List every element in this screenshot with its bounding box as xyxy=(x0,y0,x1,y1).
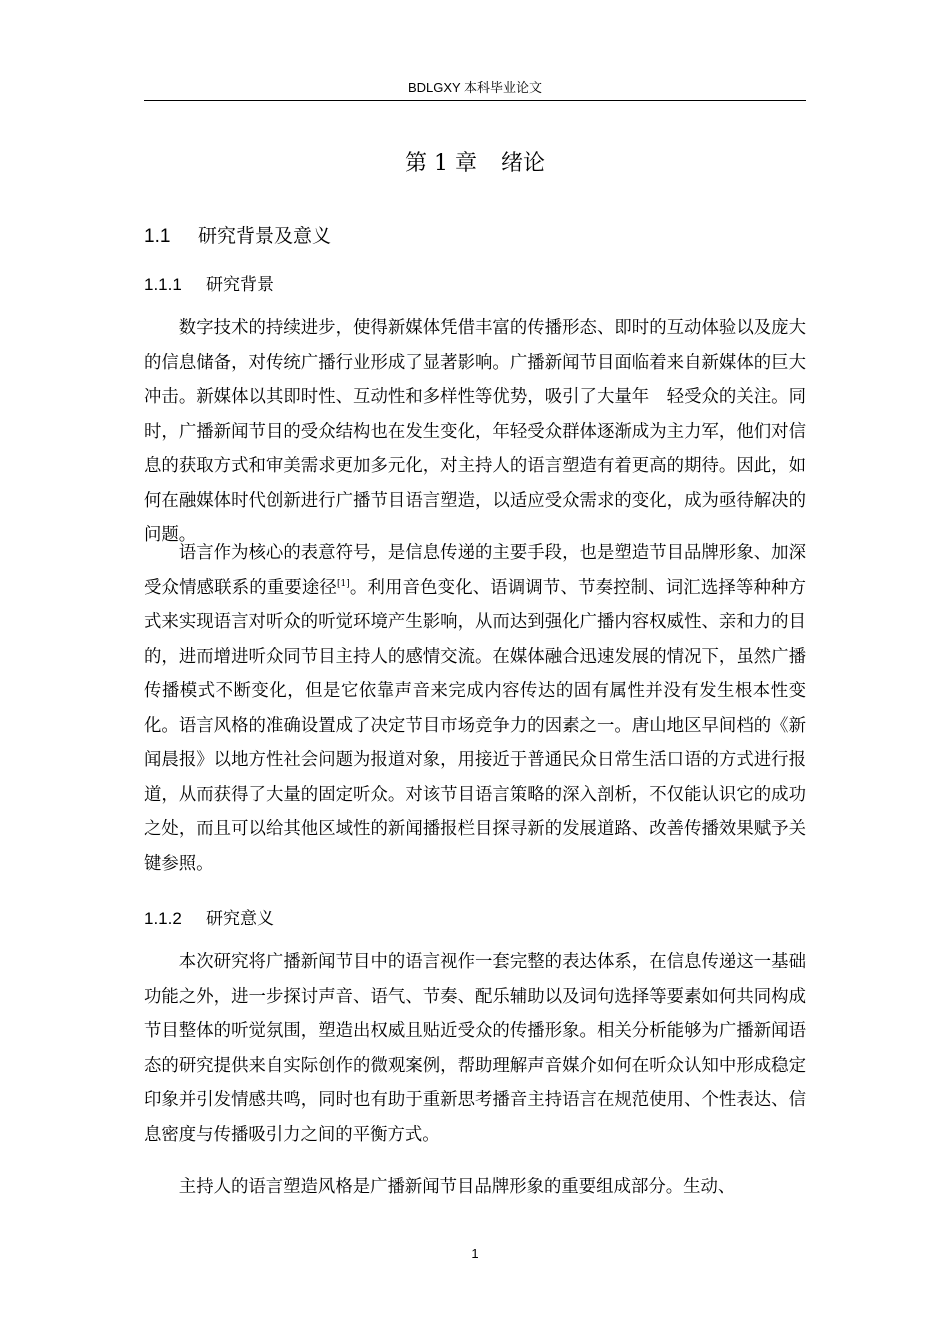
subsection-title: 研究意义 xyxy=(206,909,274,929)
subsection-number: 1.1.1 xyxy=(144,275,182,294)
subsection-title: 研究背景 xyxy=(206,275,274,295)
citation-marker: [1] xyxy=(337,578,350,589)
subsection-number: 1.1.2 xyxy=(144,909,182,928)
paragraph-text: 。利用音色变化、语调调节、节奏控制、词汇选择等种种方式来实现语言对听众的听觉环境产生影响，从而达到强化广播内容权威性、亲和力的目的，进而增进听众同节目主持人的感情交流。在媒体融合迅速发展的情况下，虽然广播传播模式不断变化，但是它依靠声音来完成内容传达的固有属性并没有发生根本性变化。语言风格的准确设置成了决定节目市场竞争力的因素之一。唐山地区早间档的《新闻晨报》以地方性社会问题为报道对象，用接近于普通民众日常生活口语的方式进行报道，从而获得了大量的固定听众。对该节目语言策略的深入剖析，不仅能认识它的成功之处，而且可以给其他区域性的新闻播报栏目探寻新的发展道路、改善传播效果赋予关键参照。 xyxy=(144,577,806,874)
paragraph-text: 语言作为核心的表意符号，是信息传递的主要手段，也是塑造节目品牌形象、加深受众情感联系的重要途径 xyxy=(144,543,806,598)
section-title: 研究背景及意义 xyxy=(198,225,332,247)
subsection-heading-background xyxy=(144,271,274,299)
paragraph-background-2 xyxy=(144,536,806,881)
page-number: 1 xyxy=(471,1246,479,1261)
chapter-name: 绪论 xyxy=(500,151,545,176)
chapter-number: 第 1 章 xyxy=(405,151,477,176)
header-rule xyxy=(144,100,806,101)
chapter-title xyxy=(144,146,806,182)
section-number: 1.1 xyxy=(144,226,171,247)
section-heading xyxy=(144,221,331,252)
paragraph-background-1: 数字技术的持续进步，使得新媒体凭借丰富的传播形态、即时的互动体验以及庞大的信息储备，对传统广播行业形成了显著影响。广播新闻节目面临着来自新媒体的巨大冲击。新媒体以其即时性、互动性和多样性等优势，吸引了大量年 轻受众的关注。同时，广播新闻节目的受众结构也在发生变化，年轻受众群体逐渐成为主力军，他们对信息的获取方式和审美需求更加多元化，对主持人的语言塑造有着更高的期待。因此，如何在融媒体时代创新进行广播节目语言塑造，以适应受众需求的变化，成为亟待解决的问题。 xyxy=(144,318,806,545)
paragraph-significance-1: 本次研究将广播新闻节目中的语言视作一套完整的表达体系，在信息传递这一基础功能之外，进一步探讨声音、语气、节奏、配乐辅助以及词句选择等要素如何共同构成节目整体的听觉氛围，塑造出权威且贴近受众的传播形象。相关分析能够为广播新闻语态的研究提供来自实际创作的微观案例，帮助理解声音媒介如何在听众认知中形成稳定印象并引发情感共鸣，同时也有助于重新思考播音主持语言在规范使用、个性表达、信息密度与传播吸引力之间的平衡方式。 xyxy=(144,952,806,1145)
running-header: BDLGXY 本科毕业论文 xyxy=(407,80,543,95)
subsection-heading-significance xyxy=(144,905,274,933)
paragraph-significance-2: 主持人的语言塑造风格是广播新闻节目品牌形象的重要组成部分。生动、 xyxy=(178,1177,736,1197)
